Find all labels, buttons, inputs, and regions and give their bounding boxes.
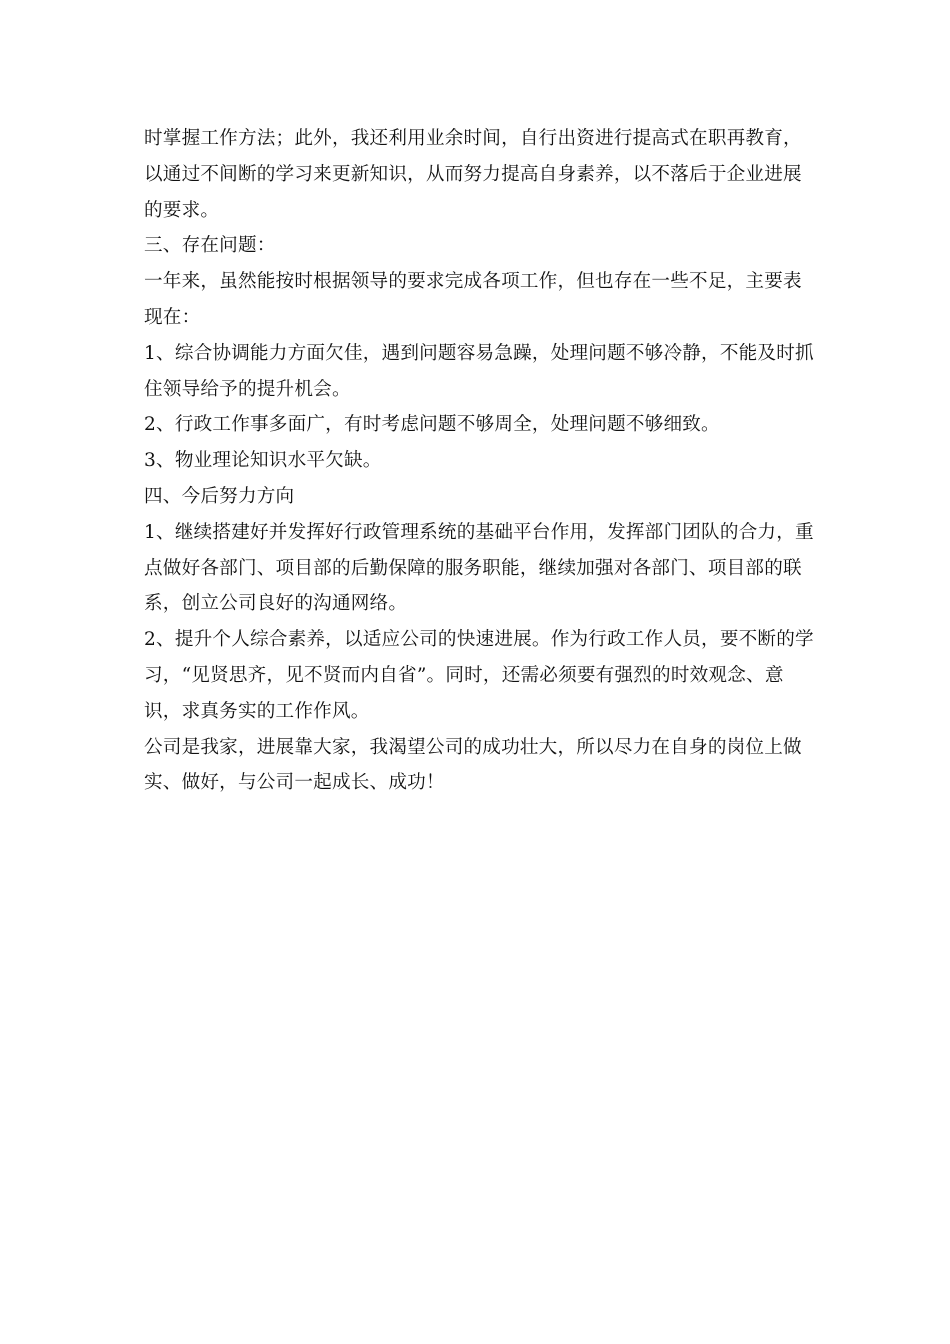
- section-heading-direction: 四、今后努力方向: [144, 485, 295, 507]
- section-heading-issues: 三、存在问题：: [144, 235, 276, 257]
- issue-item-3: 3、物业理论知识水平欠缺。: [144, 450, 382, 472]
- closing-paragraph: 公司是我家，进展靠大家，我渴望公司的成功壮大，所以尽力在自身的岗位上做实、做好，与公司一起成长、成功！: [144, 736, 802, 794]
- paragraph-intro-continuation: 时掌握工作方法；此外，我还利用业余时间，自行出资进行提高式在职再教育，以通过不间断的学习来更新知识，从而努力提高自身素养，以不落后于企业进展的要求。: [144, 128, 802, 221]
- document-body: [144, 121, 814, 801]
- issue-item-1: 1、综合协调能力方面欠佳，遇到问题容易急躁，处理问题不够冷静，不能及时抓住领导给予的提升机会。: [144, 342, 814, 400]
- issue-item-2: 2、行政工作事多面广，有时考虑问题不够周全，处理问题不够细致。: [144, 414, 720, 436]
- direction-item-2: 2、提升个人综合素养，以适应公司的快速进展。作为行政工作人员，要不断的学习，“见贤思齐，见不贤而内自省”。同时，还需必须要有强烈的时效观念、意识，求真务实的工作作风。: [144, 629, 814, 722]
- direction-item-1: 1、继续搭建好并发挥好行政管理系统的基础平台作用，发挥部门团队的合力，重点做好各部门、项目部的后勤保障的服务职能，继续加强对各部门、项目部的联系，创立公司良好的沟通网络。: [144, 521, 814, 615]
- paragraph-issues-summary: 一年来，虽然能按时根据领导的要求完成各项工作，但也存在一些不足，主要表现在：: [144, 271, 802, 328]
